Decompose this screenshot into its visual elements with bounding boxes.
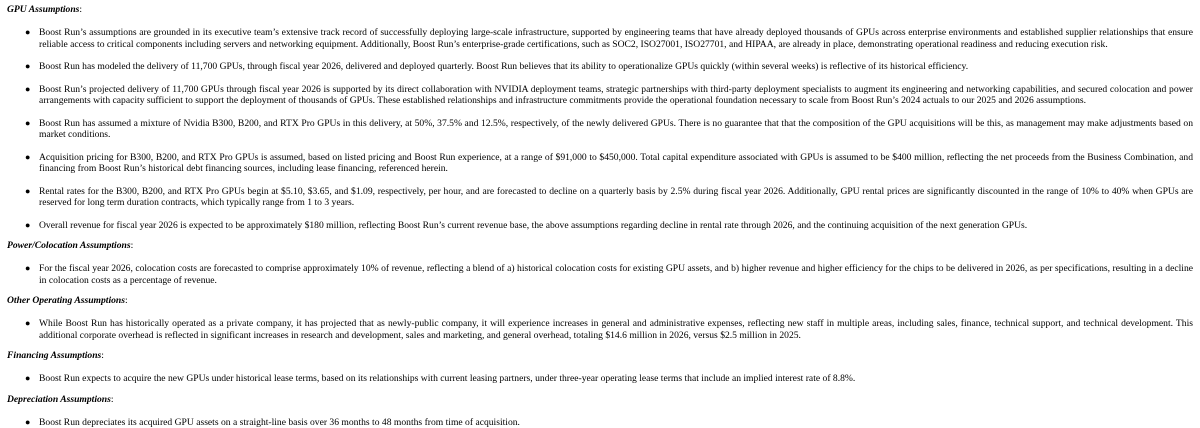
bullet-icon: ● (25, 61, 30, 73)
section-heading-other-operating: Other Operating Assumptions: (7, 295, 1193, 307)
section-heading-gpu-assumptions: GPU Assumptions: (7, 4, 1193, 16)
bullet-item: ● Boost Run has assumed a mixture of Nvidia B300, B200, and RTX Pro GPUs in this delivery, at 50%, 37.5% and 12.5%, respectively, of the newly delivered GPUs. There is no guarantee that that the composition of the GPU acquisitions will be this, as management may make adjustments based on market conditions. (7, 118, 1193, 141)
section-heading-financing: Financing Assumptions: (7, 350, 1193, 362)
bullet-item: ● Boost Run has modeled the delivery of 11,700 GPUs, through fiscal year 2026, delivered and deployed quarterly. Boost Run believes that its ability to operationalize GPUs quickly (within several weeks) is reflective of its historical efficiency. (7, 61, 1193, 73)
bullet-icon: ● (25, 318, 30, 330)
bullet-item: ● For the fiscal year 2026, colocation costs are forecasted to comprise approximately 10% of revenue, reflecting a blend of a) historical colocation costs for existing GPU assets, and b) higher revenue and higher efficiency for the chips to be delivered in 2026, as per specifications, resulting in a decline in colocation costs as a percentage of revenue. (7, 263, 1193, 286)
bullet-icon: ● (25, 417, 30, 428)
section-heading-depreciation: Depreciation Assumptions: (7, 394, 1193, 406)
bullet-icon: ● (25, 263, 30, 275)
bullet-icon: ● (25, 152, 30, 164)
bullet-item: ● Acquisition pricing for B300, B200, and RTX Pro GPUs is assumed, based on listed pricing and Boost Run experience, at a range of $91,000 to $450,000. Total capital expenditure associated with GPUs is assumed to be $400 million, reflecting the net proceeds from the Business Combination, and financing from Boost Run’s historical debt financing sources, including lease financing, referenced herein. (7, 152, 1193, 175)
section-heading-power-colocation: Power/Colocation Assumptions: (7, 240, 1193, 252)
bullet-icon: ● (25, 118, 30, 130)
bullet-icon: ● (25, 220, 30, 232)
bullet-item: ● Overall revenue for fiscal year 2026 is expected to be approximately $180 million, reflecting Boost Run’s current revenue base, the above assumptions regarding decline in rental rate through 2026, and the continuing acquisition of the next generation GPUs. (7, 220, 1193, 232)
bullet-icon: ● (25, 84, 30, 96)
bullet-item: ● Boost Run’s assumptions are grounded in its executive team’s extensive track record of successfully deploying large-scale infrastructure, supported by engineering teams that have already deployed thousands of GPUs across enterprise environments and established supplier relationships that ensure reliable access to critical components including servers and networking equipment. Additionally, Boost Run’s enterprise-grade certifications, such as SOC2, ISO27001, ISO27701, and HIPAA, are already in place, demonstrating operational readiness and reducing execution risk. (7, 27, 1193, 50)
bullet-icon: ● (25, 373, 30, 385)
bullet-item: ● Boost Run expects to acquire the new GPUs under historical lease terms, based on its relationships with current leasing partners, under three-year operating lease terms that include an implied interest rate of 8.8%. (7, 373, 1193, 385)
bullet-item: ● Boost Run’s projected delivery of 11,700 GPUs through fiscal year 2026 is supported by its direct collaboration with NVIDIA deployment teams, strategic partnerships with third-party deployment specialists to augment its engineering and networking capabilities, and secured colocation and power arrangements with capacity sufficient to support the deployment of thousands of GPUs. These established relationships and infrastructure commitments provide the operational foundation necessary to scale from Boost Run’s 2024 actuals to our 2025 and 2026 assumptions. (7, 84, 1193, 107)
bullet-item: ● Boost Run depreciates its acquired GPU assets on a straight-line basis over 36 months to 48 months from time of acquisition. (7, 417, 1193, 428)
bullet-icon: ● (25, 186, 30, 198)
bullet-item: ● While Boost Run has historically operated as a private company, it has projected that as newly-public company, it will experience increases in general and administrative expenses, reflecting new staff in multiple areas, including sales, finance, technical support, and technical development. This additional corporate overhead is reflected in significant increases in research and development, sales and marketing, and general overhead, totaling $14.6 million in 2026, versus $2.5 million in 2025. (7, 318, 1193, 341)
bullet-icon: ● (25, 27, 30, 39)
bullet-item: ● Rental rates for the B300, B200, and RTX Pro GPUs begin at $5.10, $3.65, and $1.09, respectively, per hour, and are forecasted to decline on a quarterly basis by 2.5% during fiscal year 2026. Additionally, GPU rental prices are significantly discounted in the range of 10% to 40% when GPUs are reserved for long term duration contracts, which typically range from 1 to 3 years. (7, 186, 1193, 209)
